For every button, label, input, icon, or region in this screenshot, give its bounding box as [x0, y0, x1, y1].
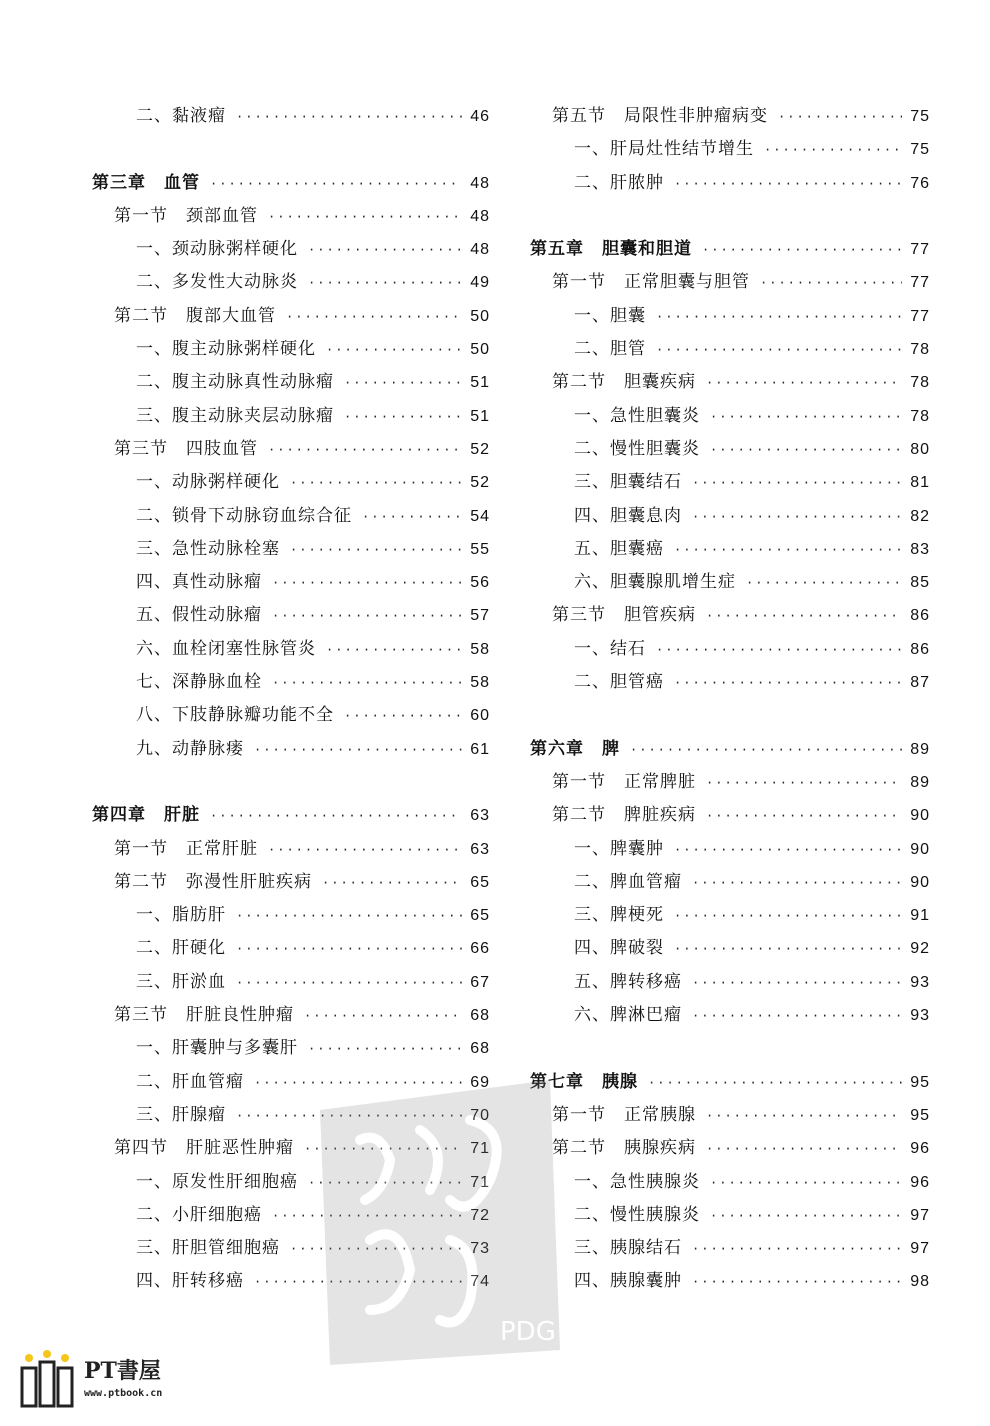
ptbook-logo	[18, 1350, 208, 1412]
leader-dots	[674, 168, 902, 201]
toc-entry-topic[interactable]	[530, 433, 930, 466]
leader-dots	[272, 567, 462, 600]
toc-entry-page: 60	[470, 707, 490, 725]
section-spacer	[530, 1032, 930, 1065]
toc-entry-section[interactable]	[92, 999, 490, 1032]
leader-dots	[308, 1167, 462, 1200]
leader-dots	[254, 1067, 462, 1100]
toc-entry-title: 二、小肝细胞癌	[136, 1204, 262, 1225]
toc-entry-page: 97	[910, 1240, 930, 1258]
toc-entry-title: 一、脂肪肝	[136, 905, 226, 926]
toc-entry-page: 50	[470, 341, 490, 359]
toc-entry-title: 二、慢性胰腺炎	[574, 1204, 700, 1225]
toc-entry-topic[interactable]	[92, 1232, 490, 1265]
toc-entry-title: 一、脾囊肿	[574, 838, 664, 859]
toc-entry-title: 第二节 胆囊疾病	[552, 372, 696, 393]
toc-entry-page: 85	[910, 574, 930, 592]
leader-dots	[236, 967, 462, 1000]
toc-entry-topic[interactable]	[92, 233, 490, 266]
leader-dots	[692, 467, 902, 500]
toc-entry-title: 七、深静脉血栓	[136, 672, 262, 693]
toc-entry-page: 58	[470, 674, 490, 692]
toc-entry-page: 97	[910, 1206, 930, 1224]
toc-entry-page: 66	[470, 940, 490, 958]
leader-dots	[236, 1100, 462, 1133]
toc-entry-topic[interactable]	[92, 966, 490, 999]
toc-entry-page: 51	[470, 374, 490, 392]
toc-entry-title: 第二节 腹部大血管	[114, 305, 276, 326]
toc-entry-page: 48	[470, 174, 490, 192]
toc-entry-title: 一、原发性肝细胞癌	[136, 1171, 298, 1192]
section-spacer	[530, 699, 930, 732]
toc-entry-page: 69	[470, 1073, 490, 1091]
toc-entry-page: 49	[470, 274, 490, 292]
toc-entry-title: 第五章 胆囊和胆道	[530, 239, 692, 260]
leader-dots	[656, 301, 902, 334]
toc-entry-title: 六、脾淋巴瘤	[574, 1005, 682, 1026]
toc-entry-topic[interactable]	[530, 300, 930, 333]
leader-dots	[706, 600, 902, 633]
toc-entry-topic[interactable]	[92, 733, 490, 766]
leader-dots	[344, 401, 462, 434]
toc-entry-topic[interactable]	[530, 167, 930, 200]
leader-dots	[254, 1266, 462, 1299]
leader-dots	[710, 434, 902, 467]
toc-entry-title: 四、肝转移癌	[136, 1271, 244, 1292]
toc-entry-title: 六、血栓闭塞性脉管炎	[136, 638, 316, 659]
toc-entry-page: 75	[910, 141, 930, 159]
leader-dots	[254, 734, 462, 767]
toc-entry-page: 81	[910, 474, 930, 492]
toc-entry-section[interactable]	[530, 1099, 930, 1132]
leader-dots	[778, 101, 902, 134]
toc-entry-page: 55	[470, 540, 490, 558]
toc-entry-topic[interactable]	[92, 400, 490, 433]
leader-dots	[322, 867, 462, 900]
leader-dots	[760, 267, 902, 300]
toc-entry-page: 95	[910, 1106, 930, 1124]
toc-entry-title: 四、胆囊息肉	[574, 505, 682, 526]
toc-entry-section[interactable]	[92, 200, 490, 233]
toc-entry-page: 87	[910, 674, 930, 692]
toc-entry-title: 一、胆囊	[574, 305, 646, 326]
toc-entry-page: 77	[910, 241, 930, 259]
leader-dots	[268, 434, 462, 467]
logo-url: www.ptbook.cn	[84, 1388, 163, 1399]
toc-entry-page: 46	[470, 108, 490, 125]
toc-entry-section[interactable]	[530, 1132, 930, 1165]
toc-entry-topic[interactable]	[530, 633, 930, 666]
toc-entry-topic[interactable]	[92, 666, 490, 699]
toc-entry-title: 第六章 脾	[530, 738, 620, 759]
leader-dots	[710, 1167, 902, 1200]
toc-entry-title: 二、肝血管瘤	[136, 1071, 244, 1092]
leader-dots	[706, 1133, 902, 1166]
toc-entry-section[interactable]	[530, 100, 930, 133]
toc-entry-title: 第三节 肝脏良性肿瘤	[114, 1005, 294, 1026]
toc-entry-topic[interactable]	[92, 599, 490, 632]
toc-entry-title: 九、动静脉瘘	[136, 738, 244, 759]
toc-entry-page: 61	[470, 740, 490, 758]
leader-dots	[692, 867, 902, 900]
toc-entry-page: 93	[910, 1007, 930, 1025]
leader-dots	[236, 933, 462, 966]
toc-entry-title: 五、假性动脉瘤	[136, 605, 262, 626]
toc-entry-title: 三、脾梗死	[574, 905, 664, 926]
leader-dots	[674, 933, 902, 966]
toc-entry-page: 54	[470, 507, 490, 525]
toc-entry-title: 二、黏液瘤	[136, 106, 226, 126]
leader-dots	[630, 734, 902, 767]
leader-dots	[746, 567, 902, 600]
section-spacer	[530, 200, 930, 233]
toc-entry-topic[interactable]	[92, 500, 490, 533]
toc-entry-title: 二、肝脓肿	[574, 172, 664, 193]
toc-entry-title: 一、腹主动脉粥样硬化	[136, 339, 316, 360]
toc-entry-title: 五、胆囊癌	[574, 538, 664, 559]
toc-entry-topic[interactable]	[530, 400, 930, 433]
toc-entry-page: 93	[910, 973, 930, 991]
toc-entry-chapter[interactable]	[92, 799, 490, 832]
toc-entry-chapter[interactable]	[530, 1066, 930, 1099]
toc-entry-page: 71	[470, 1140, 490, 1158]
section-spacer	[92, 766, 490, 799]
leader-dots	[674, 534, 902, 567]
leader-dots	[692, 967, 902, 1000]
section-spacer	[92, 133, 490, 166]
toc-entry-topic[interactable]	[92, 1032, 490, 1065]
toc-entry-topic[interactable]	[92, 266, 490, 299]
toc-entry-title: 六、胆囊腺肌增生症	[574, 572, 736, 593]
toc-entry-title: 八、下肢静脉瓣功能不全	[136, 705, 334, 726]
leader-dots	[344, 700, 462, 733]
toc-entry-page: 72	[470, 1206, 490, 1224]
leader-dots	[268, 834, 462, 867]
toc-entry-title: 一、急性胆囊炎	[574, 405, 700, 426]
toc-entry-page: 89	[910, 740, 930, 758]
toc-entry-topic[interactable]	[92, 1166, 490, 1199]
toc-entry-title: 第三节 四肢血管	[114, 438, 258, 459]
toc-entry-title: 三、胰腺结石	[574, 1238, 682, 1259]
leader-dots	[674, 900, 902, 933]
toc-entry-topic[interactable]	[530, 932, 930, 965]
leader-dots	[692, 1233, 902, 1266]
leader-dots	[674, 667, 902, 700]
toc-entry-title: 第三章 血管	[92, 172, 200, 193]
leader-dots	[236, 900, 462, 933]
toc-entry-topic[interactable]	[530, 833, 930, 866]
toc-entry-page: 52	[470, 440, 490, 458]
toc-entry-page: 83	[910, 540, 930, 558]
toc-entry-section[interactable]	[530, 766, 930, 799]
toc-entry-title: 一、颈动脉粥样硬化	[136, 239, 298, 260]
leader-dots	[710, 1200, 902, 1233]
leader-dots	[272, 600, 462, 633]
toc-entry-title: 第五节 局限性非肿瘤病变	[552, 106, 768, 126]
toc-entry-title: 三、急性动脉栓塞	[136, 538, 280, 559]
toc-left-column	[92, 100, 490, 1299]
toc-entry-page: 86	[910, 640, 930, 658]
leader-dots	[648, 1067, 902, 1100]
toc-entry-chapter[interactable]	[530, 733, 930, 766]
toc-entry-title: 第一节 颈部血管	[114, 205, 258, 226]
toc-entry-chapter[interactable]	[530, 233, 930, 266]
toc-entry-title: 第一节 正常脾脏	[552, 771, 696, 792]
toc-entry-section[interactable]	[92, 300, 490, 333]
toc-entry-page: 80	[910, 440, 930, 458]
leader-dots	[286, 301, 462, 334]
toc-entry-title: 第一节 正常胆囊与胆管	[552, 272, 750, 293]
toc-entry-title: 第一节 正常胰腺	[552, 1104, 696, 1125]
toc-entry-topic[interactable]	[530, 666, 930, 699]
toc-entry-page: 48	[470, 207, 490, 225]
toc-entry-page: 68	[470, 1040, 490, 1058]
toc-entry-title: 第二节 胰腺疾病	[552, 1138, 696, 1159]
toc-entry-page: 52	[470, 474, 490, 492]
toc-entry-page: 77	[910, 307, 930, 325]
toc-entry-section[interactable]	[92, 833, 490, 866]
toc-entry-topic[interactable]	[530, 1166, 930, 1199]
toc-entry-topic[interactable]	[92, 466, 490, 499]
toc-entry-topic[interactable]	[92, 633, 490, 666]
leader-dots	[268, 201, 462, 234]
toc-entry-page: 92	[910, 940, 930, 958]
toc-entry-topic[interactable]	[530, 1232, 930, 1265]
toc-entry-title: 二、多发性大动脉炎	[136, 272, 298, 293]
toc-entry-page: 89	[910, 773, 930, 791]
toc-entry-page: 63	[470, 807, 490, 825]
toc-entry-title: 五、脾转移癌	[574, 971, 682, 992]
toc-entry-title: 一、动脉粥样硬化	[136, 472, 280, 493]
toc-entry-page: 50	[470, 307, 490, 325]
toc-entry-title: 一、结石	[574, 638, 646, 659]
toc-entry-topic[interactable]	[92, 1066, 490, 1099]
toc-entry-topic[interactable]	[92, 333, 490, 366]
toc-entry-page: 70	[470, 1106, 490, 1124]
toc-entry-title: 二、胆管	[574, 339, 646, 360]
leader-dots	[656, 634, 902, 667]
toc-entry-title: 第一节 正常肝脏	[114, 838, 258, 859]
toc-entry-page: 56	[470, 574, 490, 592]
toc-entry-page: 95	[910, 1073, 930, 1091]
toc-entry-page: 73	[470, 1240, 490, 1258]
toc-right-column	[530, 100, 930, 1299]
leader-dots	[702, 234, 902, 267]
toc-entry-topic[interactable]	[530, 333, 930, 366]
leader-dots	[706, 367, 902, 400]
leader-dots	[272, 667, 462, 700]
leader-dots	[692, 1000, 902, 1033]
leader-dots	[706, 800, 902, 833]
toc-entry-title: 二、慢性胆囊炎	[574, 438, 700, 459]
toc-entry-page: 78	[910, 374, 930, 392]
toc-entry-title: 第七章 胰腺	[530, 1071, 638, 1092]
toc-entry-topic[interactable]	[92, 1265, 490, 1298]
toc-entry-page: 76	[910, 174, 930, 192]
toc-entry-title: 一、肝局灶性结节增生	[574, 139, 754, 160]
leader-dots	[344, 367, 462, 400]
toc-entry-topic[interactable]	[530, 566, 930, 599]
toc-entry-page: 96	[910, 1173, 930, 1191]
leader-dots	[706, 1100, 902, 1133]
leader-dots	[710, 401, 902, 434]
toc-entry-title: 二、腹主动脉真性动脉瘤	[136, 372, 334, 393]
toc-entry-title: 二、脾血管瘤	[574, 871, 682, 892]
toc-entry-section[interactable]	[92, 1132, 490, 1165]
toc-entry-section[interactable]	[530, 599, 930, 632]
toc-entry-title: 第三节 胆管疾病	[552, 605, 696, 626]
leader-dots	[290, 467, 462, 500]
toc-entry-topic[interactable]	[92, 1199, 490, 1232]
toc-entry-page: 71	[470, 1173, 490, 1191]
toc-entry-topic[interactable]	[530, 1265, 930, 1298]
toc-entry-title: 二、锁骨下动脉窃血综合征	[136, 505, 352, 526]
toc-entry-topic[interactable]	[530, 466, 930, 499]
toc-entry-title: 四、胰腺囊肿	[574, 1271, 682, 1292]
leader-dots	[308, 1033, 462, 1066]
toc-entry-topic[interactable]	[92, 533, 490, 566]
toc-entry-section[interactable]	[530, 366, 930, 399]
toc-entry-page: 57	[470, 607, 490, 625]
toc-entry-page: 77	[910, 274, 930, 292]
leader-dots	[706, 767, 902, 800]
toc-entry-page: 63	[470, 840, 490, 858]
leader-dots	[692, 1266, 902, 1299]
toc-entry-title: 三、肝腺瘤	[136, 1104, 226, 1125]
toc-entry-topic[interactable]	[92, 1099, 490, 1132]
toc-entry-page: 96	[910, 1140, 930, 1158]
toc-entry-section[interactable]	[530, 266, 930, 299]
toc-entry-title: 四、真性动脉瘤	[136, 572, 262, 593]
toc-entry-page: 86	[910, 607, 930, 625]
toc-entry-page: 75	[910, 108, 930, 125]
toc-entry-page: 74	[470, 1273, 490, 1291]
leader-dots	[308, 234, 462, 267]
leader-dots	[272, 1200, 462, 1233]
watermark-text: PDG	[500, 1317, 556, 1347]
toc-entry-page: 68	[470, 1007, 490, 1025]
leader-dots	[308, 267, 462, 300]
toc-entry-page: 58	[470, 640, 490, 658]
books-logo-icon	[18, 1350, 78, 1410]
toc-entry-page: 51	[470, 407, 490, 425]
toc-entry-topic[interactable]	[530, 133, 930, 166]
leader-dots	[304, 1133, 462, 1166]
toc-entry-page: 65	[470, 907, 490, 925]
toc-entry-section[interactable]	[92, 866, 490, 899]
toc-entry-page: 91	[910, 907, 930, 925]
leader-dots	[656, 334, 902, 367]
toc-entry-title: 第二节 弥漫性肝脏疾病	[114, 871, 312, 892]
leader-dots	[290, 534, 462, 567]
toc-entry-section[interactable]	[530, 799, 930, 832]
toc-entry-title: 四、脾破裂	[574, 938, 664, 959]
toc-entry-topic[interactable]	[530, 500, 930, 533]
toc-entry-title: 三、肝淤血	[136, 971, 226, 992]
toc-entry-title: 一、肝囊肿与多囊肝	[136, 1038, 298, 1059]
leader-dots	[290, 1233, 462, 1266]
toc-entry-title: 二、肝硬化	[136, 938, 226, 959]
toc-entry-topic[interactable]	[92, 366, 490, 399]
leader-dots	[326, 634, 462, 667]
toc-entry-title: 一、急性胰腺炎	[574, 1171, 700, 1192]
toc-entry-title: 第二节 脾脏疾病	[552, 805, 696, 826]
leader-dots	[236, 101, 462, 134]
toc-entry-page: 90	[910, 807, 930, 825]
toc-entry-page: 82	[910, 507, 930, 525]
toc-entry-title: 三、腹主动脉夹层动脉瘤	[136, 405, 334, 426]
toc-entry-title: 三、胆囊结石	[574, 472, 682, 493]
logo-name: PT書屋	[84, 1358, 161, 1384]
toc-entry-topic[interactable]	[92, 566, 490, 599]
toc-entry-topic[interactable]	[530, 999, 930, 1032]
toc-entry-topic[interactable]	[92, 932, 490, 965]
toc-entry-page: 90	[910, 873, 930, 891]
toc-entry-page: 48	[470, 241, 490, 259]
toc-entry-page: 78	[910, 341, 930, 359]
toc-entry-topic[interactable]	[530, 533, 930, 566]
toc-entry-page: 67	[470, 973, 490, 991]
toc-entry-topic[interactable]	[92, 899, 490, 932]
leader-dots	[674, 834, 902, 867]
toc-entry-topic[interactable]	[530, 899, 930, 932]
toc-entry-page: 78	[910, 407, 930, 425]
toc-entry-chapter[interactable]	[92, 167, 490, 200]
toc-entry-page: 65	[470, 873, 490, 891]
leader-dots	[326, 334, 462, 367]
toc-entry-title: 二、胆管癌	[574, 672, 664, 693]
toc-entry-topic[interactable]	[92, 100, 490, 133]
leader-dots	[210, 800, 462, 833]
toc-entry-topic[interactable]	[530, 1199, 930, 1232]
toc-entry-page: 90	[910, 840, 930, 858]
leader-dots	[210, 168, 462, 201]
toc-entry-topic[interactable]	[530, 966, 930, 999]
toc-entry-topic[interactable]	[530, 866, 930, 899]
toc-entry-section[interactable]	[92, 433, 490, 466]
leader-dots	[304, 1000, 462, 1033]
toc-entry-title: 第四章 肝脏	[92, 805, 200, 826]
toc-entry-page: 98	[910, 1273, 930, 1291]
toc-entry-topic[interactable]	[92, 699, 490, 732]
leader-dots	[362, 501, 462, 534]
toc-entry-title: 第四节 肝脏恶性肿瘤	[114, 1138, 294, 1159]
leader-dots	[692, 501, 902, 534]
leader-dots	[764, 134, 902, 167]
toc-entry-title: 三、肝胆管细胞癌	[136, 1238, 280, 1259]
